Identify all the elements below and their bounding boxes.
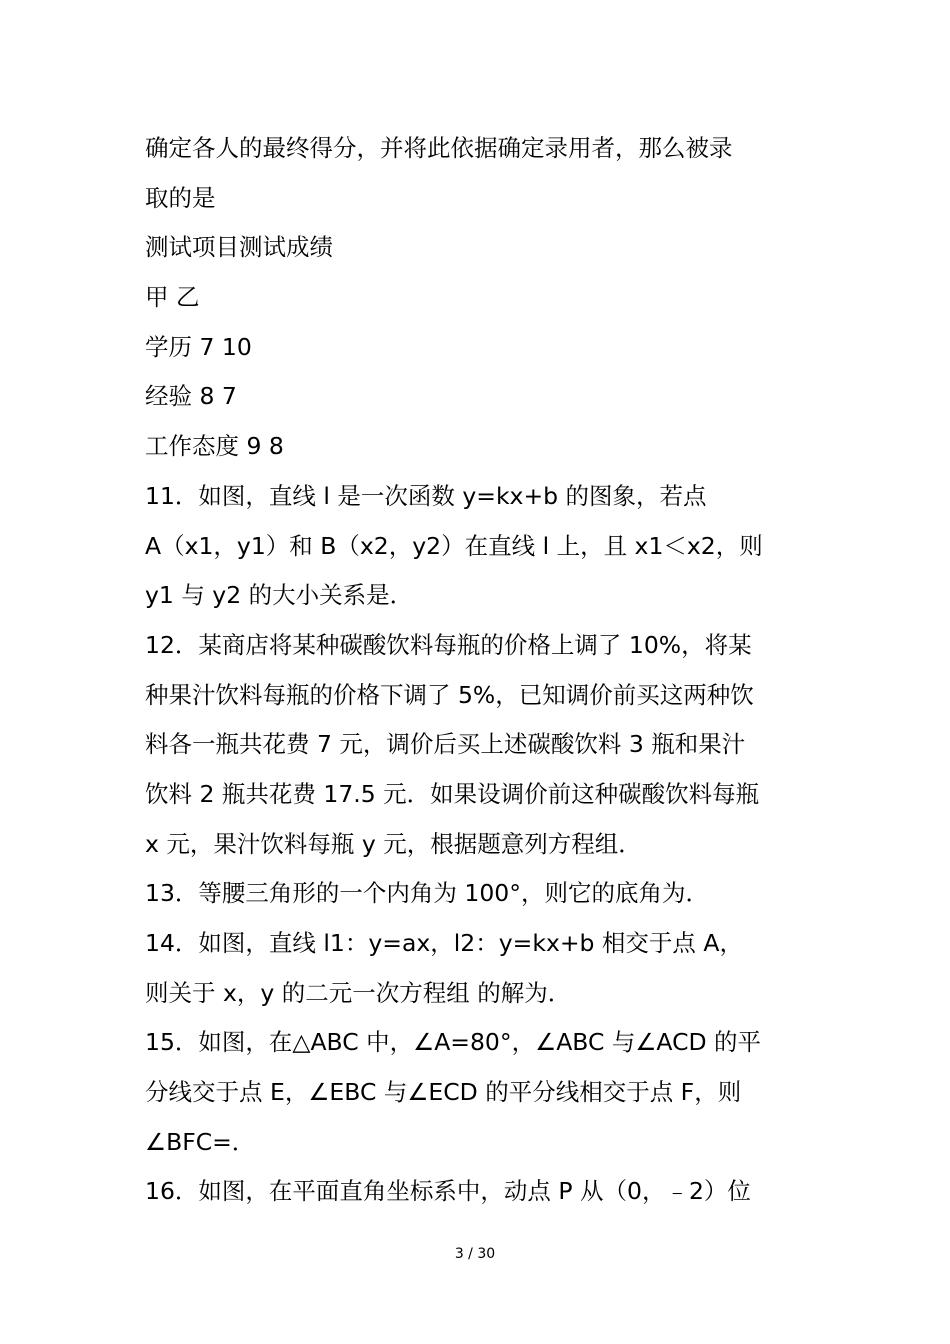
question-14-line: 则关于 x，y 的二元一次方程组 的解为．	[145, 978, 572, 1007]
question-12-line: 种果汁饮料每瓶的价格下调了 5%，已知调价前买这两种饮	[145, 680, 754, 709]
table-row: 学历 7 10	[145, 332, 252, 361]
question-15-line: ∠BFC=．	[145, 1127, 256, 1156]
question-15-line: 分线交于点 E，∠EBC 与∠ECD 的平分线相交于点 F，则	[145, 1078, 742, 1107]
document-body	[145, 124, 825, 1217]
question-11-line: A（x1，y1）和 B（x2，y2）在直线 l 上，且 x1＜x2，则	[145, 531, 763, 560]
table-columns-line: 甲 乙	[145, 283, 200, 312]
question-13-line: 13．等腰三角形的一个内角为 100°，则它的底角为．	[145, 879, 709, 908]
table-row: 经验 8 7	[145, 382, 237, 411]
question-11-line: y1 与 y2 的大小关系是．	[145, 581, 414, 610]
question-12-line: 12．某商店将某种碳酸饮料每瓶的价格上调了 10%，将某	[145, 630, 752, 659]
question-12-line: 料各一瓶共花费 7 元，调价后买上述碳酸饮料 3 瓶和果汁	[145, 730, 746, 759]
question-14-line: 14．如图，直线 l1：y=ax，l2：y=kx+b 相交于点 A，	[145, 929, 743, 957]
table-header-line: 测试项目测试成绩	[145, 233, 333, 262]
table-row: 工作态度 9 8	[145, 432, 284, 461]
question-16-line: 16．如图，在平面直角坐标系中，动点 P 从（0，﹣2）位	[145, 1177, 751, 1206]
text-line: 确定各人的最终得分，并将此依据确定录用者，那么被录	[145, 134, 733, 162]
text-line: 取的是	[145, 183, 216, 212]
question-12-line: x 元，果汁饮料每瓶 y 元，根据题意列方程组．	[145, 829, 642, 858]
question-15-line: 15．如图，在△ABC 中，∠A=80°，∠ABC 与∠ACD 的平	[145, 1028, 762, 1057]
question-12-line: 饮料 2 瓶共花费 17.5 元．如果设调价前这种碳酸饮料每瓶	[145, 779, 760, 808]
page-number: 3 / 30	[454, 1246, 496, 1262]
question-11-line: 11．如图，直线 l 是一次函数 y=kx+b 的图象，若点	[145, 481, 707, 510]
